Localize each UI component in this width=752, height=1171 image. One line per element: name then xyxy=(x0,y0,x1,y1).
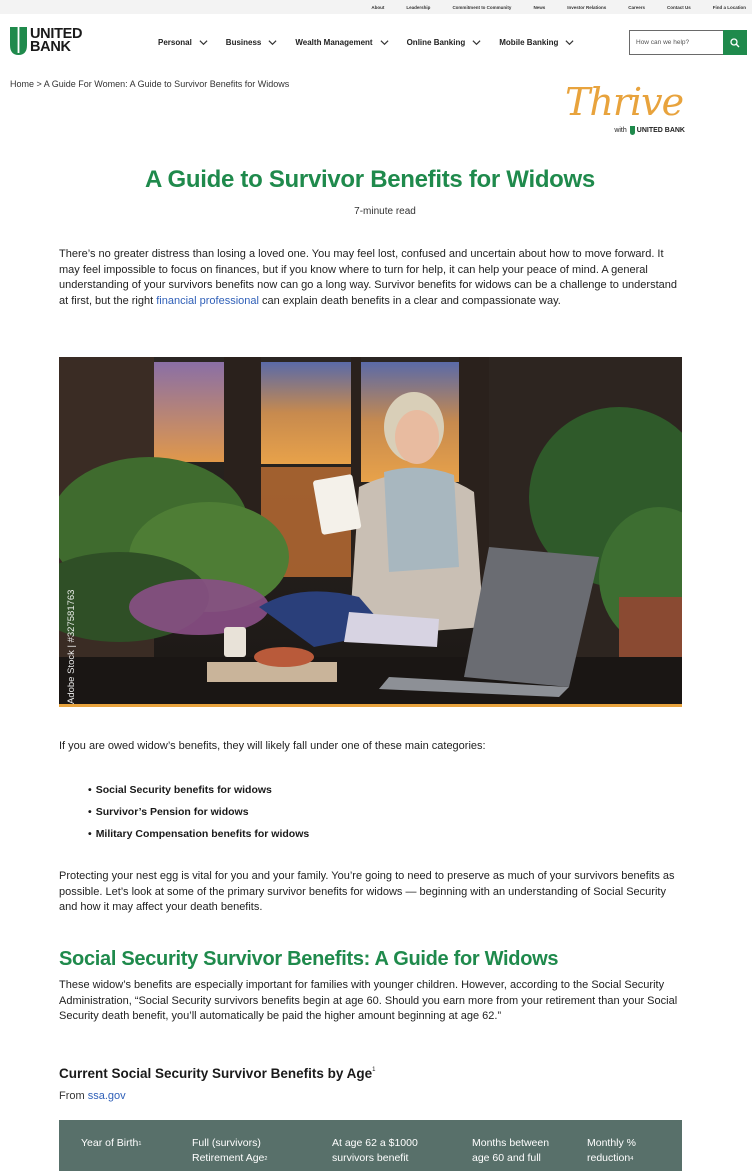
thrive-brand-label: UNITED BANK xyxy=(636,127,685,134)
utility-link-community[interactable]: Commitment to Community xyxy=(452,4,512,10)
source-label: From xyxy=(59,1090,88,1102)
nest-egg-paragraph: Protecting your nest egg is vital for you and your family. You’re going to need to preserve as much of your survivors benefits as possible. Let’s look at some of the primary survivor benefits for widows — beginning with an understanding of Social Security and how it may affect your death benefits. xyxy=(59,870,675,914)
thrive-wordmark: Thrive xyxy=(565,80,684,124)
logo-line-united: UNITED xyxy=(30,26,83,42)
utility-link-contact[interactable]: Contact Us xyxy=(666,4,691,10)
column-header-line2: age 60 and full xyxy=(472,1152,541,1164)
thrive-with-label: with xyxy=(614,127,627,134)
categories-list xyxy=(88,782,309,848)
column-header-line1: Months between xyxy=(472,1137,550,1149)
nav-wealth-management-label: Wealth Management xyxy=(295,37,373,47)
search-icon xyxy=(730,38,740,48)
main-nav xyxy=(158,31,592,53)
utility-link-investor-relations[interactable]: Investor Relations xyxy=(567,4,607,10)
hero-image xyxy=(59,357,682,706)
social-security-paragraph: These widow’s benefits are especially important for families with younger children. However, according to the Social Security Administration, “Social Security survivors benefits begin at age 60. Should you earn more from your retirement than your Social Security death benefit, you’ll automatically be paid the higher amount beginning at age 62.” xyxy=(59,979,678,1023)
site-search xyxy=(629,30,747,55)
utility-link-find-location[interactable]: Find a Location xyxy=(712,4,746,10)
utility-nav xyxy=(349,0,746,14)
search-input[interactable] xyxy=(629,30,723,55)
column-header-text: Year of Birth xyxy=(81,1137,139,1149)
nav-online-banking[interactable] xyxy=(407,38,482,47)
nav-business-label: Business xyxy=(225,37,262,47)
thrive-byline xyxy=(614,126,685,135)
utility-link-careers[interactable]: Careers xyxy=(628,4,645,10)
search-button[interactable] xyxy=(723,30,747,55)
logo-wordmark xyxy=(30,28,82,54)
nav-personal-label: Personal xyxy=(158,37,192,47)
column-header-line1: At age 62 a $1000 xyxy=(332,1137,418,1149)
column-header-line2: Retirement Age xyxy=(192,1152,265,1164)
column-header-footnote: 2 xyxy=(264,1156,268,1162)
breadcrumb-home[interactable]: Home xyxy=(10,79,35,89)
column-header-line1: Monthly % xyxy=(587,1137,637,1149)
benefits-table-header xyxy=(59,1120,682,1171)
utility-bar xyxy=(0,0,752,14)
column-header-footnote: 1 xyxy=(138,1141,142,1147)
column-header-line1: Full (survivors) xyxy=(192,1137,261,1149)
breadcrumb-separator: > xyxy=(34,79,44,89)
nav-mobile-banking-label: Mobile Banking xyxy=(499,37,559,47)
thrive-logo xyxy=(565,80,685,142)
list-item: • Social Security benefits for widows xyxy=(88,782,309,804)
united-bank-logo-mark-icon xyxy=(10,27,27,55)
united-bank-logo[interactable] xyxy=(10,27,82,55)
social-security-heading: Social Security Survivor Benefits: A Guide for Widows xyxy=(59,948,559,970)
page-title: A Guide to Survivor Benefits for Widows xyxy=(145,166,595,193)
column-header-footnote: 4 xyxy=(630,1156,634,1162)
column-header-retirement-age xyxy=(192,1136,267,1166)
table-title xyxy=(59,1066,375,1081)
list-item: • Survivor’s Pension for widows xyxy=(88,804,309,826)
hero-image-underline xyxy=(59,704,682,707)
nav-online-banking-label: Online Banking xyxy=(406,37,466,47)
intro-text-before: There’s no greater distress than losing a loved one. You may feel lost, confused and uncertain about how to move forward. It may feel impossible to focus on finances, but if you know where to turn for help, it can help your peace of mind. A general understanding of your survivors benefits now can go a long way. Survivor benefits for widows can be a challenge to understand at first, but the right xyxy=(59,248,677,307)
chevron-down-icon xyxy=(472,38,481,47)
nav-mobile-banking[interactable] xyxy=(499,38,574,47)
utility-link-leadership[interactable]: Leadership xyxy=(406,4,431,10)
breadcrumb-current: A Guide For Women: A Guide to Survivor Benefits for Widows xyxy=(43,79,290,89)
column-header-line2: reduction xyxy=(587,1152,631,1164)
column-header-monthly-reduction xyxy=(587,1136,636,1166)
column-header-year-of-birth xyxy=(81,1136,141,1151)
logo-line-bank: BANK xyxy=(30,39,71,55)
table-title-footnote: 1 xyxy=(372,1067,376,1073)
utility-link-about[interactable]: About xyxy=(371,4,385,10)
list-item: • Military Compensation benefits for widows xyxy=(88,826,309,848)
intro-paragraph xyxy=(59,247,683,309)
intro-text-after: can explain death benefits in a clear and compassionate way. xyxy=(258,294,561,307)
breadcrumb xyxy=(10,79,289,89)
column-header-months-between xyxy=(472,1136,549,1166)
woman-with-laptop-photo xyxy=(59,357,682,706)
utility-link-news[interactable]: News xyxy=(533,4,546,10)
chevron-down-icon xyxy=(199,38,208,47)
source-line xyxy=(59,1090,126,1102)
chevron-down-icon xyxy=(380,38,389,47)
column-header-age-62-benefit xyxy=(332,1136,418,1166)
ssa-gov-link[interactable]: ssa.gov xyxy=(87,1090,126,1102)
site-header xyxy=(0,14,752,70)
table-title-text: Current Social Security Survivor Benefits by Age xyxy=(59,1066,373,1081)
nav-wealth-management[interactable] xyxy=(295,38,388,47)
thrive-brand xyxy=(630,126,685,135)
financial-professional-link[interactable]: financial professional xyxy=(156,294,259,307)
nav-personal[interactable] xyxy=(158,38,208,47)
united-bank-mini-mark-icon xyxy=(630,126,635,135)
column-header-line2: survivors benefit xyxy=(332,1152,409,1164)
categories-intro: If you are owed widow’s benefits, they will likely fall under one of these main categories: xyxy=(59,740,486,752)
chevron-down-icon xyxy=(565,38,574,47)
read-time: 7-minute read xyxy=(354,206,416,217)
nav-business[interactable] xyxy=(226,38,278,47)
chevron-down-icon xyxy=(268,38,277,47)
image-credit: Adobe Stock | #327581763 xyxy=(66,589,77,704)
